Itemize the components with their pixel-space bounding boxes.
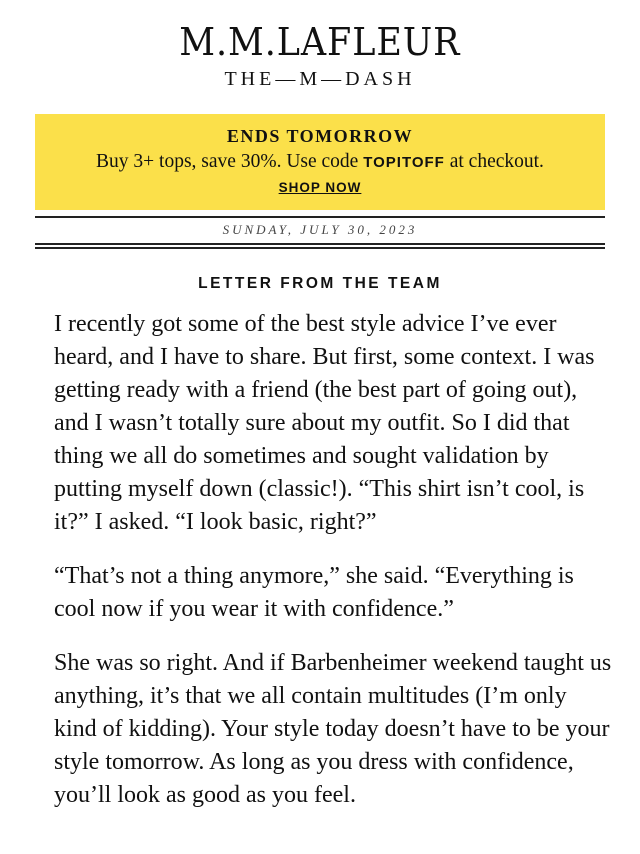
letter-paragraph: “That’s not a thing anymore,” she said. “Everything is cool now if you wear it with confidence.”: [54, 563, 574, 622]
letter-paragraph: She was so right. And if Barbenheimer weekend taught us anything, it’s that we all contain multitudes (I’m only kind of kidding). Your style today doesn’t have to be your style tomorrow. As long as you dress with confidence, you’ll look as good as you feel.: [54, 650, 612, 808]
promo-code: TOPITOFF: [363, 154, 445, 171]
newsletter-title: THE—M—DASH: [224, 68, 416, 90]
brand-logo[interactable]: M.M.LAFLEUR: [179, 20, 461, 64]
bottom-divider-upper: [35, 243, 605, 245]
promo-banner: [35, 114, 605, 210]
bottom-divider-lower: [35, 247, 605, 249]
promo-text-before: Buy 3+ tops, save 30%. Use code: [96, 151, 364, 172]
top-divider: [35, 216, 605, 218]
section-title: LETTER FROM THE TEAM: [198, 275, 442, 292]
promo-text-after: at checkout.: [444, 151, 544, 172]
shop-now-link[interactable]: SHOP NOW: [278, 180, 362, 195]
promo-headline: ENDS TOMORROW: [226, 126, 414, 146]
letter-body: [54, 308, 614, 833]
issue-date: SUNDAY, JULY 30, 2023: [222, 222, 418, 237]
brand-header: [0, 0, 640, 91]
promo-text: [35, 149, 605, 176]
letter-paragraph: I recently got some of the best style advice I’ve ever heard, and I have to share. But first, some context. I was getting ready with a friend (the best part of going out), and I wasn’t totally sure about my outfit. So I did that thing we all do sometimes and sought validation by putting myself down (classic!). “This shirt isn’t cool, is it?” I asked. “I look basic, right?”: [54, 311, 595, 535]
